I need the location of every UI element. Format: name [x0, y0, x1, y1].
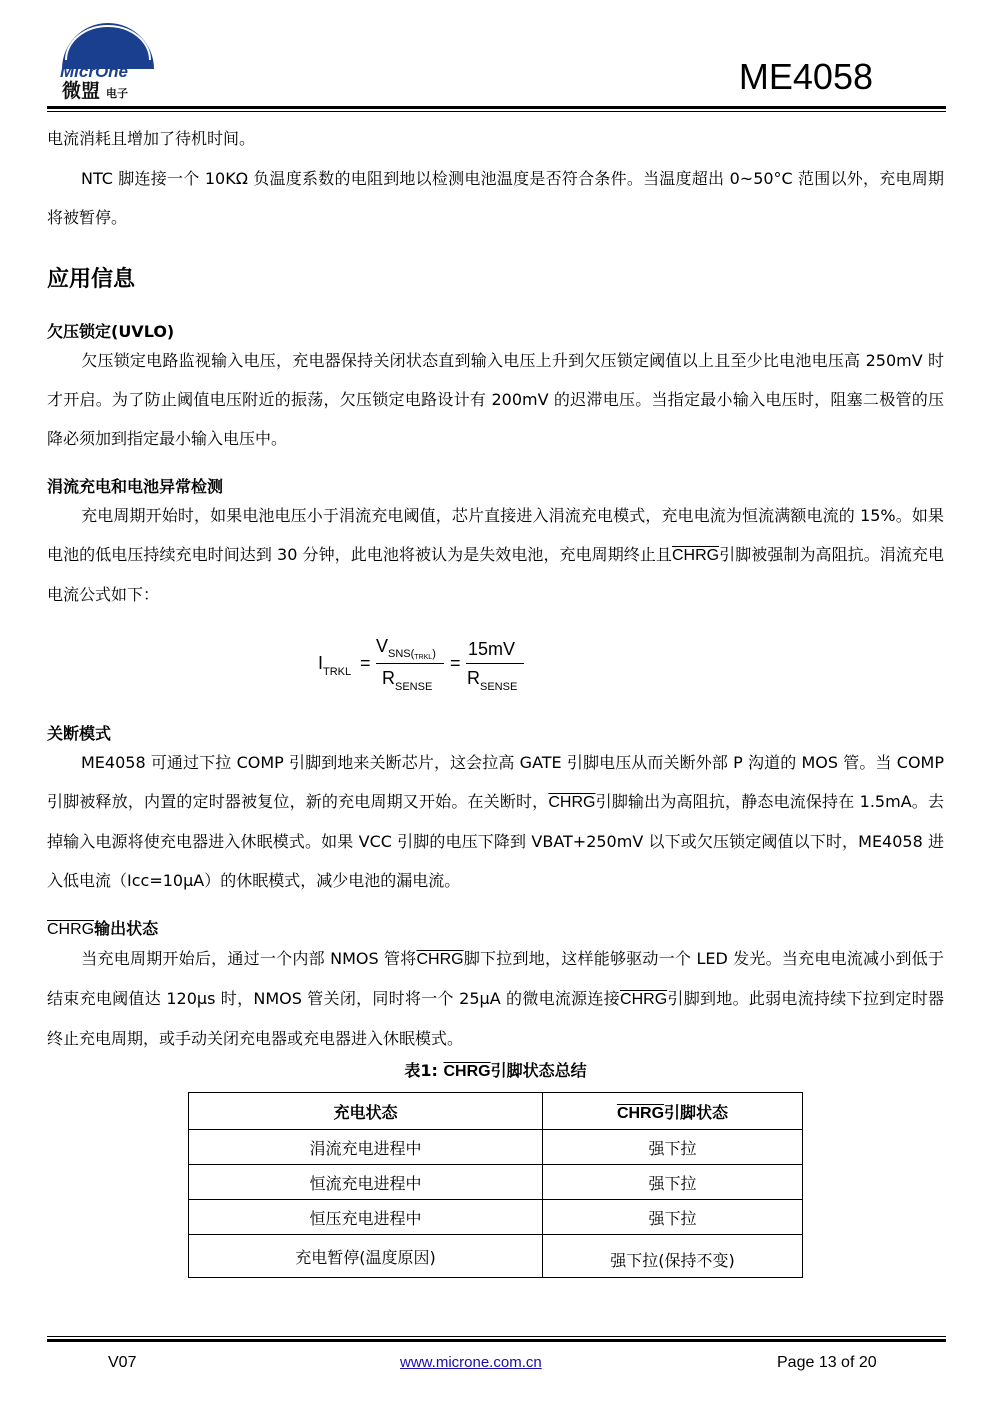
logo-text-en: MicrOne — [60, 62, 129, 81]
cell-pin: 强下拉 — [543, 1200, 803, 1235]
paragraph-trickle: 充电周期开始时，如果电池电压小于涓流充电阈值，芯片直接进入涓流充电模式，充电电流为恒流满额电流的 15%。如果电池的低电压持续充电时间达到 30 分钟，此电池将被认为是失效电池，充电周期终止且CHRG引脚被强制为高阻抗。涓流充电电流公式如下： — [47, 506, 944, 604]
table-row — [189, 1235, 803, 1278]
cell-pin: 强下拉(保持不变) — [543, 1235, 803, 1278]
logo-sub-text: 电子 — [106, 87, 128, 100]
cell-pin: 强下拉 — [543, 1165, 803, 1200]
footer-page-number: Page 13 of 20 — [777, 1354, 877, 1371]
formula-denominator-1: $R_{SENSE}$ — [382, 668, 433, 693]
trickle-current-formula — [318, 636, 538, 696]
logo-graphic — [56, 14, 160, 106]
cell-pin: 强下拉 — [543, 1130, 803, 1165]
chrg-pin-label: CHRG — [671, 547, 720, 564]
header-rule-thick — [47, 106, 946, 109]
table-caption: 表1: CHRG引脚状态总结 — [404, 1061, 587, 1080]
table-row — [189, 1165, 803, 1200]
chrg-status-table — [188, 1092, 803, 1278]
col-header-pin-state: CHRG引脚状态 — [543, 1093, 803, 1130]
table-header-row — [189, 1093, 803, 1130]
logo-text-cn: 微盟 — [62, 80, 101, 102]
footer-rule-thick — [47, 1339, 946, 1342]
formula-equals-2: = — [450, 653, 461, 673]
chrg-pin-label: CHRG — [548, 794, 596, 811]
formula-numerator-15mv: 15mV — [468, 639, 516, 659]
paragraph-shutdown: ME4058 可通过下拉 COMP 引脚到地来关断芯片，这会拉高 GATE 引脚电压从而关断外部 P 沟道的 MOS 管。当 COMP 引脚被释放，内置的定时器被复位，新的充电周期又开始。在关断时，CHRG引脚输出为高阻抗，静态电流保持在 1.5mA。去掉输入电源将使充电器进入休眠模式。如果 VCC 引脚的电压下降到 VBAT+250mV 以下或欠压锁定阈值以下时，ME4058 进入低电流（Icc=10μA）的休眠模式，减少电池的漏电流。 — [47, 753, 944, 890]
chrg-pin-label: CHRG — [47, 921, 95, 938]
chrg-pin-label: CHRG — [620, 991, 668, 1008]
col-header-charge-state: 充电状态 — [189, 1093, 543, 1130]
chrg-pin-label: CHRG — [616, 1104, 665, 1122]
fraction-bar-2 — [466, 663, 524, 664]
header-rule-thin — [47, 111, 946, 112]
website-link[interactable]: www.microne.com.cn — [400, 1354, 542, 1371]
document-title: ME4058 — [738, 56, 873, 97]
paragraph-ntc: NTC 脚连接一个 10KΩ 负温度系数的电阻到地以检测电池温度是否符合条件。当温度超出 0~50°C 范围以外，充电周期将被暂停。 — [47, 169, 944, 227]
fraction-bar-1 — [376, 663, 444, 664]
formula-numerator-v: $V_{SNS(TRKL)}$ — [376, 636, 436, 661]
heading-uvlo: 欠压锁定(UVLO) — [47, 322, 175, 341]
cell-state: 充电暂停(温度原因) — [189, 1235, 543, 1278]
chrg-pin-label: CHRG — [443, 1063, 491, 1080]
formula-denominator-2: $R_{SENSE}$ — [467, 668, 518, 693]
heading-trickle: 涓流充电和电池异常检测 — [47, 477, 224, 496]
cell-state: 恒流充电进程中 — [189, 1165, 543, 1200]
formula-lhs: $I_{TRKL}$ — [318, 653, 352, 678]
heading-chrg-output: CHRG输出状态 — [47, 919, 159, 938]
heading-shutdown: 关断模式 — [47, 724, 112, 743]
footer-website — [400, 1354, 542, 1372]
cell-state: 恒压充电进程中 — [189, 1200, 543, 1235]
paragraph-uvlo: 欠压锁定电路监视输入电压，充电器保持关闭状态直到输入电压上升到欠压锁定阈值以上且至少比电池电压高 250mV 时才开启。为了防止阈值电压附近的振荡，欠压锁定电路设计有 200mV 的迟滞电压。当指定最小输入电压时，阻塞二极管的压降必须加到指定最小输入电压中。 — [47, 351, 944, 448]
cell-state: 涓流充电进程中 — [189, 1130, 543, 1165]
table-row — [189, 1200, 803, 1235]
table-row — [189, 1130, 803, 1165]
paragraph-chrg-output: 当充电周期开始后，通过一个内部 NMOS 管将CHRG脚下拉到地，这样能够驱动一个 LED 发光。当充电电流减小到低于结束充电阈值达 120μs 时，NMOS 管关闭，同时将一个 25μA 的微电流源连接CHRG引脚到地。此弱电流持续下拉到定时器终止充电周期，或手动关闭充电器或充电器进入休眠模式。 — [47, 949, 944, 1048]
section-heading-app-info: 应用信息 — [47, 267, 136, 292]
paragraph-standby: 电流消耗且增加了待机时间。 — [47, 129, 256, 148]
formula-equals-1: = — [360, 653, 371, 673]
footer-rule-thin — [47, 1336, 946, 1337]
chrg-pin-label: CHRG — [416, 951, 464, 968]
company-logo — [56, 14, 160, 106]
footer-version: V07 — [108, 1354, 137, 1371]
